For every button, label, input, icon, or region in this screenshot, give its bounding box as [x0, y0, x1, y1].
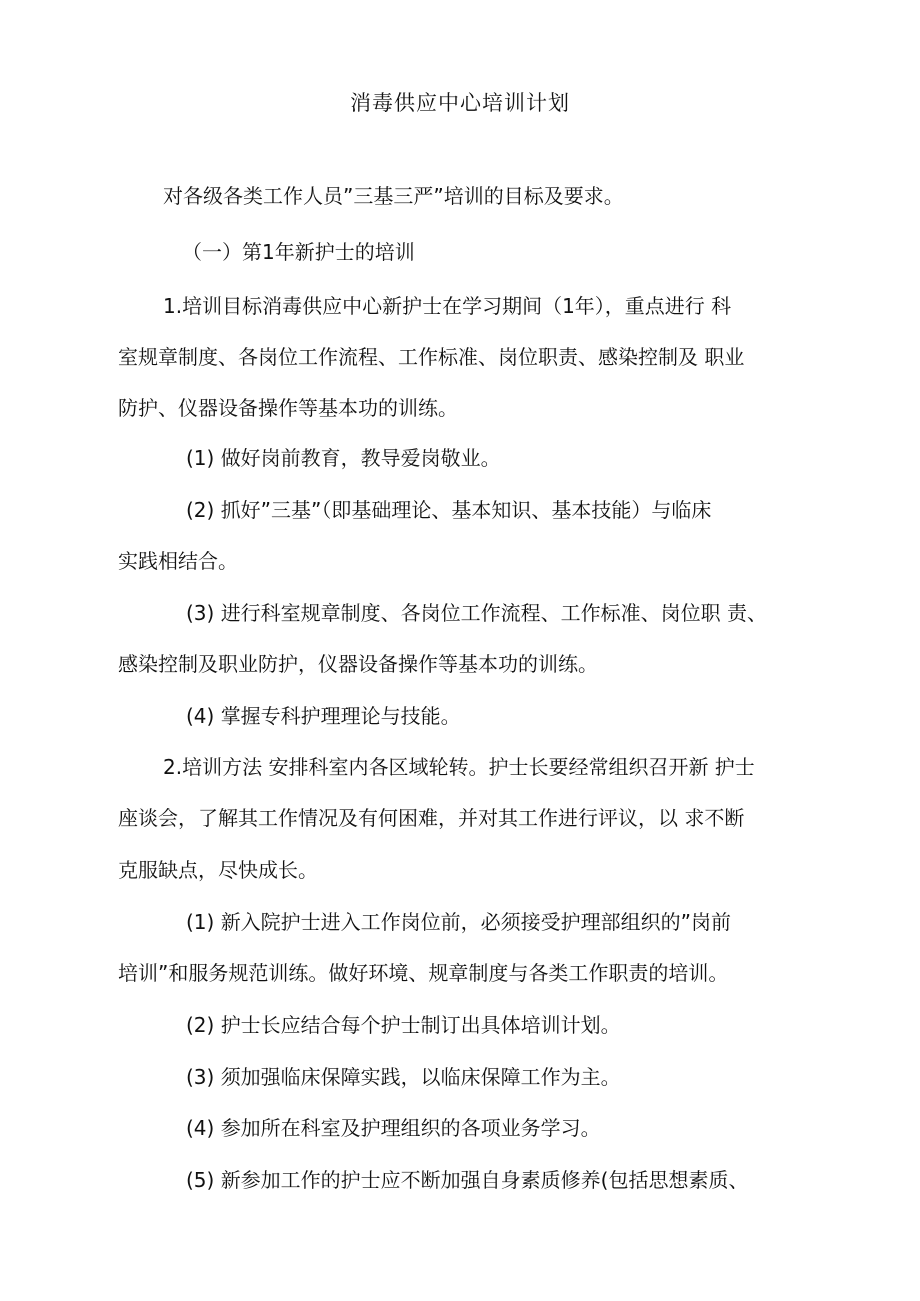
text-line-8: 实践相结合。 [118, 549, 238, 573]
text-line-7: (2) 抓好”三基”（即基础理论、基本知识、基本技能）与临床 [186, 498, 712, 522]
text-line-2: （一）第1年新护士的培训 [182, 240, 415, 264]
text-line-12: 2.培训方法 安排科室内各区域轮转。护士长要经常组织召开新 护士 [163, 755, 755, 779]
text-line-13: 座谈会，了解其工作情况及有何困难，并对其工作进行评议，以 求不断 [118, 806, 745, 830]
text-line-3: 1.培训目标消毒供应中心新护士在学习期间（1年），重点进行 科 [163, 294, 732, 318]
text-line-15: (1) 新入院护士进入工作岗位前，必须接受护理部组织的”岗前 [186, 910, 732, 934]
text-line-9: (3) 进行科室规章制度、各岗位工作流程、工作标准、岗位职 责、 [186, 601, 768, 625]
text-line-6: (1) 做好岗前教育，教导爱岗敬业。 [186, 446, 501, 470]
text-line-18: (3) 须加强临床保障实践，以临床保障工作为主。 [186, 1065, 621, 1089]
text-line-16: 培训”和服务规范训练。做好环境、规章制度与各类工作职责的培训。 [118, 961, 729, 985]
text-line-10: 感染控制及职业防护，仪器设备操作等基本功的训练。 [118, 652, 598, 676]
text-line-11: (4) 掌握专科护理理论与技能。 [186, 704, 461, 728]
text-line-19: (4) 参加所在科室及护理组织的各项业务学习。 [186, 1116, 601, 1140]
document-title: 消毒供应中心培训计划 [350, 91, 570, 115]
text-line-14: 克服缺点，尽快成长。 [118, 858, 318, 882]
text-line-4: 室规章制度、各岗位工作流程、工作标准、岗位职责、感染控制及 职业 [118, 345, 745, 369]
text-line-20: (5) 新参加工作的护士应不断加强自身素质修养(包括思想素质、 [186, 1168, 749, 1192]
text-line-1: 对各级各类工作人员”三基三严”培训的目标及要求。 [163, 184, 624, 208]
text-line-5: 防护、仪器设备操作等基本功的训练。 [118, 396, 458, 420]
text-line-17: (2) 护士长应结合每个护士制订出具体培训计划。 [186, 1013, 621, 1037]
